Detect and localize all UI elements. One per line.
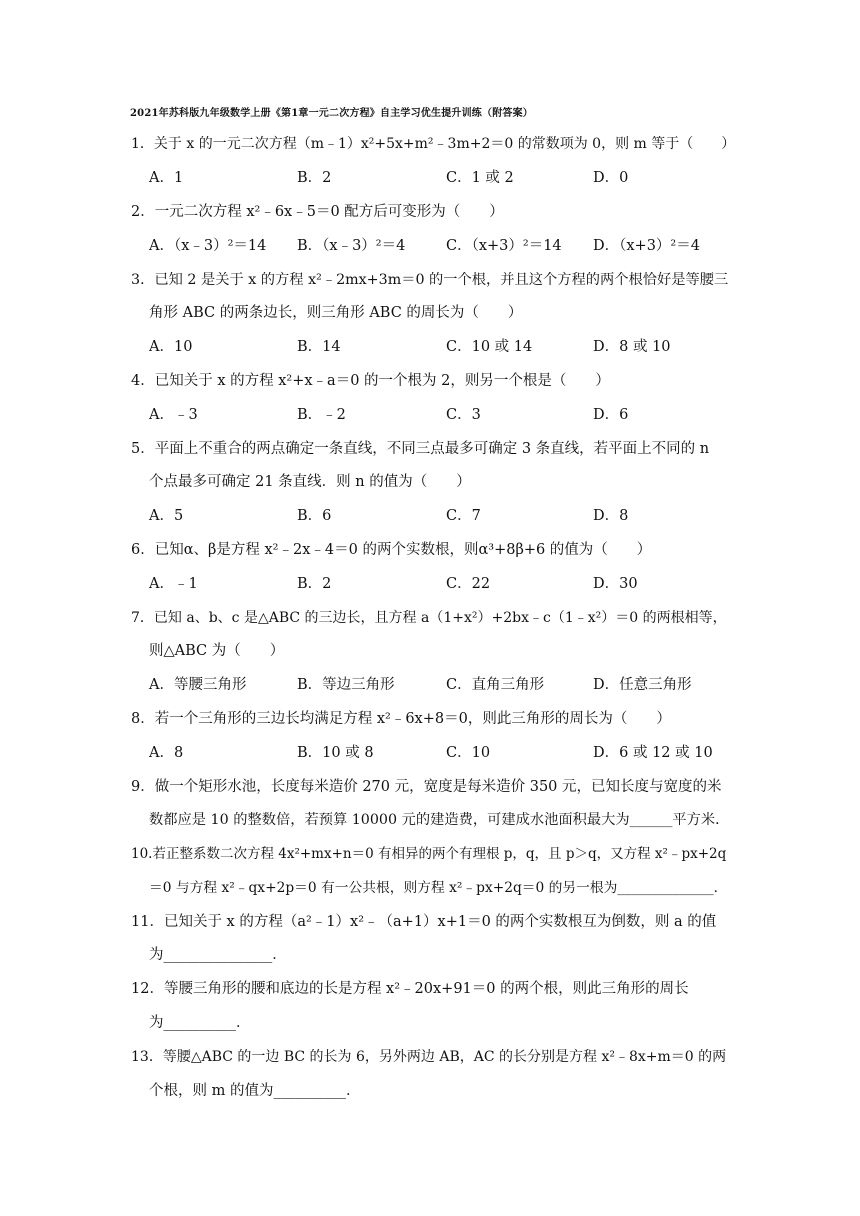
question-8-option-a: A．8: [149, 745, 184, 761]
question-6-option-a: A．﹣1: [149, 576, 198, 592]
question-12-text-cont: 为__________．: [149, 1015, 251, 1031]
question-5-option-a: A．5: [149, 508, 184, 524]
question-7-option-a: A．等腰三角形: [149, 677, 247, 693]
question-3-option-c: C．10 或 14: [446, 339, 533, 355]
question-5-option-c: C．7: [446, 508, 481, 524]
question-6-option-c: C．22: [446, 576, 491, 592]
question-4-text: 4．已知关于 x 的方程 x²+x﹣a＝0 的一个根为 2，则另一个根是（ ）: [131, 373, 610, 389]
question-7-option-c: C．直角三角形: [446, 677, 545, 693]
question-3-option-d: D．8 或 10: [593, 339, 671, 355]
question-6-text: 6．已知α、β是方程 x²﹣2x﹣4＝0 的两个实数根，则α³+8β+6 的值为（ ）: [131, 542, 652, 558]
question-10-text-cont: ＝0 与方程 x²﹣qx+2p＝0 有一公共根，则方程 x²﹣px+2q＝0 的另一根为______________．: [149, 880, 728, 896]
question-4-option-c: C．3: [446, 407, 481, 423]
question-7-option-b: B．等边三角形: [297, 677, 395, 693]
question-1-text: 1．关于 x 的一元二次方程（m﹣1）x²+5x+m²﹣3m+2＝0 的常数项为 0，则 m 等于（ ）: [131, 136, 736, 152]
page-title: 2021年苏科版九年级数学上册《第1章一元二次方程》自主学习优生提升训练（附答案）: [130, 108, 533, 119]
question-5-option-d: D．8: [593, 508, 629, 524]
question-2-option-a: A．（x﹣3）²＝14: [149, 238, 267, 254]
question-7-text-cont: 则△ABC 为（ ）: [149, 643, 285, 659]
question-8-option-c: C．10: [446, 745, 491, 761]
question-4-option-b: B．﹣2: [297, 407, 346, 423]
question-1-option-b: B．2: [297, 170, 332, 186]
question-7-option-d: D．任意三角形: [593, 677, 692, 693]
question-4-option-d: D．6: [593, 407, 629, 423]
question-6-option-b: B．2: [297, 576, 332, 592]
question-9-text: 9．做一个矩形水池，长度每米造价 270 元，宽度是每米造价 350 元，已知长度与宽度的米: [131, 779, 722, 795]
question-9-text-cont: 数都应是 10 的整数倍，若预算 10000 元的建造费，可建成水池面积最大为______平方米．: [149, 812, 730, 828]
question-1-option-a: A．1: [149, 170, 184, 186]
question-8-text: 8．若一个三角形的三边长均满足方程 x²﹣6x+8＝0，则此三角形的周长为（ ）: [131, 711, 671, 727]
question-11-text-cont: 为_______________．: [149, 947, 287, 963]
question-4-option-a: A．﹣3: [149, 407, 198, 423]
question-3-text: 3．已知 2 是关于 x 的方程 x²﹣2mx+3m＝0 的一个根，并且这个方程的两个根恰好是等腰三: [131, 272, 729, 288]
question-2-option-b: B．（x﹣3）²＝4: [297, 238, 406, 254]
question-8-option-d: D．6 或 12 或 10: [593, 745, 713, 761]
question-7-text: 7．已知 a、b、c 是△ABC 的三边长，且方程 a（1+x²）+2bx﹣c（1﹣x²）＝0 的两根相等，: [131, 610, 727, 626]
question-3-text-cont: 角形 ABC 的两条边长，则三角形 ABC 的周长为（ ）: [149, 305, 523, 321]
question-3-option-b: B．14: [297, 339, 341, 355]
question-5-option-b: B．6: [297, 508, 332, 524]
question-2-option-c: C．（x+3）²＝14: [446, 238, 562, 254]
question-1-option-d: D．0: [593, 170, 629, 186]
question-12-text: 12．等腰三角形的腰和底边的长是方程 x²﹣20x+91＝0 的两个根，则此三角形的周长: [131, 981, 689, 997]
question-13-text: 13．等腰△ABC 的一边 BC 的长为 6，另外两边 AB，AC 的长分别是方程 x²﹣8x+m＝0 的两: [131, 1049, 727, 1065]
question-5-text: 5．平面上不重合的两点确定一条直线，不同三点最多可确定 3 条直线，若平面上不同的 n: [131, 441, 710, 457]
question-2-text: 2．一元二次方程 x²﹣6x﹣5＝0 配方后可变形为（ ）: [131, 204, 504, 220]
question-5-text-cont: 个点最多可确定 21 条直线．则 n 的值为（ ）: [149, 474, 471, 490]
question-1-option-c: C．1 或 2: [446, 170, 514, 186]
question-6-option-d: D．30: [593, 576, 638, 592]
question-2-option-d: D．（x+3）²＝4: [593, 238, 700, 254]
question-10-text: 10.若正整系数二次方程 4x²+mx+n＝0 有相异的两个有理根 p，q，且 p＞q，又方程 x²﹣px+2q: [131, 846, 727, 862]
question-8-option-b: B．10 或 8: [297, 745, 374, 761]
question-13-text-cont: 个根，则 m 的值为__________．: [149, 1083, 361, 1099]
question-3-option-a: A．10: [149, 339, 193, 355]
question-11-text: 11．已知关于 x 的方程（a²﹣1）x²﹣（a+1）x+1＝0 的两个实数根互为倒数，则 a 的值: [131, 914, 717, 930]
